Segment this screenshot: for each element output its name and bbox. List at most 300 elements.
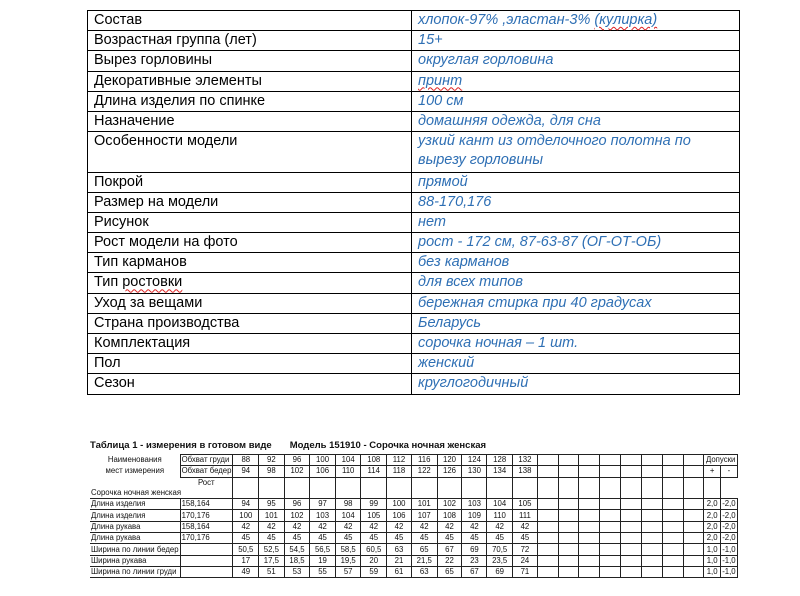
measurement-value: 69 xyxy=(487,566,513,577)
measurement-value: 50,5 xyxy=(233,544,259,555)
measurement-value: 23,5 xyxy=(487,555,513,566)
measurement-cell xyxy=(361,477,387,488)
spec-value: нет xyxy=(412,212,740,232)
measurement-cell xyxy=(537,488,558,499)
hips-size: 106 xyxy=(310,466,336,477)
measurement-cell xyxy=(683,477,704,488)
measurement-value: 45 xyxy=(487,533,513,544)
measurement-cell xyxy=(683,510,704,521)
measurement-cell xyxy=(537,510,558,521)
spec-row xyxy=(88,132,740,172)
measurement-cell xyxy=(437,488,462,499)
measurement-cell xyxy=(310,477,336,488)
measurement-row xyxy=(90,510,738,521)
spec-key: Комплектация xyxy=(88,334,412,354)
spec-row xyxy=(88,51,740,71)
height-label: Рост xyxy=(197,477,215,487)
spec-row xyxy=(88,172,740,192)
measurement-value: 22 xyxy=(437,555,462,566)
measurement-value: 97 xyxy=(310,499,336,510)
chest-size: 116 xyxy=(411,455,437,466)
measurement-value: 23 xyxy=(462,555,487,566)
measurement-cell xyxy=(704,477,721,488)
spec-value: женский xyxy=(412,354,740,374)
spec-key: Особенности модели xyxy=(88,132,412,172)
measurement-cell xyxy=(600,555,621,566)
measurement-value: 42 xyxy=(361,521,387,532)
measurement-cell xyxy=(720,488,737,499)
tolerance-plus-value: 1,0 xyxy=(704,566,721,577)
measurement-cell xyxy=(704,488,721,499)
measurement-value: 61 xyxy=(387,566,412,577)
measurement-value: 49 xyxy=(233,566,259,577)
measurement-cell xyxy=(600,488,621,499)
measurement-height xyxy=(180,544,233,555)
spec-value: без карманов xyxy=(412,253,740,273)
spec-row xyxy=(88,192,740,212)
measurement-cell xyxy=(621,510,642,521)
measurement-value: 107 xyxy=(411,510,437,521)
measurement-value: 59 xyxy=(361,566,387,577)
hips-size: 122 xyxy=(411,466,437,477)
measurement-cell xyxy=(233,488,259,499)
measurement-cell xyxy=(683,544,704,555)
measurement-value: 109 xyxy=(462,510,487,521)
tolerance-plus-value: 1,0 xyxy=(704,544,721,555)
measurement-cell xyxy=(662,566,683,577)
hips-size: 110 xyxy=(335,466,361,477)
measurement-cell xyxy=(558,477,579,488)
measurement-cell xyxy=(579,477,600,488)
measurement-cell xyxy=(462,488,487,499)
measurement-value: 18,5 xyxy=(284,555,310,566)
measurement-cell xyxy=(558,488,579,499)
measurement-row xyxy=(90,521,738,532)
measurement-cell xyxy=(662,544,683,555)
chest-size: 120 xyxy=(437,455,462,466)
measurement-value: 42 xyxy=(411,521,437,532)
measurement-value: 95 xyxy=(259,499,285,510)
measurement-cell xyxy=(537,533,558,544)
measurement-cell xyxy=(537,499,558,510)
spec-value: узкий кант из отделочного полотна по вырезу горловины xyxy=(412,132,740,172)
measurement-cell xyxy=(462,477,487,488)
column-header-name: мест измерения xyxy=(105,466,165,476)
measurement-value: 63 xyxy=(411,566,437,577)
spec-value: 88-170,176 xyxy=(412,192,740,212)
spec-row xyxy=(88,313,740,333)
measurement-value: 101 xyxy=(259,510,285,521)
hips-size: 138 xyxy=(512,466,537,477)
measurement-value: 45 xyxy=(411,533,437,544)
measurement-value: 67 xyxy=(437,544,462,555)
measurement-value: 72 xyxy=(512,544,537,555)
measurement-value: 103 xyxy=(310,510,336,521)
measurement-cell xyxy=(683,533,704,544)
tolerance-header: Допуски xyxy=(704,455,738,466)
measurement-cell xyxy=(335,477,361,488)
spec-key: Рисунок xyxy=(88,212,412,232)
measurement-cell xyxy=(537,544,558,555)
spec-row xyxy=(88,334,740,354)
measurement-header-row xyxy=(90,466,738,477)
measurement-cell xyxy=(600,499,621,510)
measurement-value: 45 xyxy=(462,533,487,544)
measurement-height: 158,164 xyxy=(180,499,233,510)
hips-size: 94 xyxy=(233,466,259,477)
spec-value xyxy=(412,71,740,91)
measurement-cell xyxy=(720,477,737,488)
spec-key xyxy=(88,273,412,293)
measurement-cell xyxy=(579,488,600,499)
measurement-cell xyxy=(558,521,579,532)
measurement-name: Ширина по линии бедер xyxy=(91,544,179,554)
measurement-cell xyxy=(387,488,412,499)
measurement-value: 101 xyxy=(411,499,437,510)
measurement-value: 65 xyxy=(437,566,462,577)
spec-row xyxy=(88,253,740,273)
measurement-value: 42 xyxy=(310,521,336,532)
spec-value: 15+ xyxy=(412,31,740,51)
measurement-cell xyxy=(621,455,642,466)
tolerance-plus-value: 2,0 xyxy=(704,510,721,521)
tolerance-minus: - xyxy=(720,466,737,477)
measurement-value: 57 xyxy=(335,566,361,577)
spec-value xyxy=(412,11,740,31)
measurement-cell xyxy=(683,466,704,477)
chest-size: 132 xyxy=(512,455,537,466)
hips-label: Обхват бедер xyxy=(181,466,232,476)
tolerance-minus-value: -2,0 xyxy=(722,499,736,509)
chest-size: 108 xyxy=(361,455,387,466)
measurement-table-title xyxy=(90,440,486,451)
measurement-cell xyxy=(537,521,558,532)
measurement-value: 17 xyxy=(233,555,259,566)
measurement-value: 42 xyxy=(259,521,285,532)
spec-key: Сезон xyxy=(88,374,412,394)
measurement-cell xyxy=(259,477,285,488)
measurement-cell xyxy=(579,566,600,577)
spec-key: Пол xyxy=(88,354,412,374)
measurement-cell xyxy=(558,510,579,521)
measurement-height: 170,176 xyxy=(180,510,233,521)
measurement-cell xyxy=(641,533,662,544)
measurement-cell xyxy=(641,555,662,566)
measurement-cell xyxy=(600,455,621,466)
measurement-cell xyxy=(437,477,462,488)
measurement-cell xyxy=(558,555,579,566)
measurement-cell xyxy=(641,455,662,466)
measurement-cell xyxy=(284,477,310,488)
measurement-value: 42 xyxy=(335,521,361,532)
chest-size: 96 xyxy=(284,455,310,466)
measurement-value: 42 xyxy=(462,521,487,532)
spec-key: Уход за вещами xyxy=(88,293,412,313)
measurement-cell xyxy=(90,477,180,488)
measurement-value: 56,5 xyxy=(310,544,336,555)
measurement-value: 42 xyxy=(437,521,462,532)
measurement-cell xyxy=(600,533,621,544)
spec-key: Рост модели на фото xyxy=(88,233,412,253)
measurement-value: 19,5 xyxy=(335,555,361,566)
hips-size: 98 xyxy=(259,466,285,477)
measurement-cell xyxy=(411,477,437,488)
measurement-cell xyxy=(641,521,662,532)
measurement-value: 71 xyxy=(512,566,537,577)
tolerance-minus-value: -2,0 xyxy=(722,510,736,520)
measurement-value: 69 xyxy=(462,544,487,555)
measurement-cell xyxy=(512,477,537,488)
measurement-cell xyxy=(558,544,579,555)
measurement-cell xyxy=(600,544,621,555)
tolerance-plus-value: 2,0 xyxy=(704,521,721,532)
measurement-value: 45 xyxy=(233,533,259,544)
measurement-height xyxy=(180,555,233,566)
measurement-cell xyxy=(662,555,683,566)
measurement-value: 108 xyxy=(437,510,462,521)
measurement-name: Длина изделия xyxy=(90,510,180,521)
measurement-cell xyxy=(621,477,642,488)
spec-row xyxy=(88,354,740,374)
measurement-value: 58,5 xyxy=(335,544,361,555)
measurement-value: 103 xyxy=(462,499,487,510)
measurement-cell xyxy=(600,510,621,521)
measurement-cell xyxy=(641,488,662,499)
spec-value: бережная стирка при 40 градусах xyxy=(412,293,740,313)
measurement-cell xyxy=(683,566,704,577)
measurement-name: Длина рукава xyxy=(90,521,180,532)
measurement-cell xyxy=(621,566,642,577)
measurement-cell xyxy=(683,488,704,499)
measurement-cell xyxy=(662,488,683,499)
chest-size: 100 xyxy=(310,455,336,466)
tolerance-minus-value: -1,0 xyxy=(722,555,736,565)
measurement-value: 45 xyxy=(310,533,336,544)
hips-size: 114 xyxy=(361,466,387,477)
tolerance-minus-value: -2,0 xyxy=(722,533,736,543)
measurement-value: 42 xyxy=(512,521,537,532)
measurement-value: 96 xyxy=(284,499,310,510)
tolerance-plus-value: 2,0 xyxy=(704,533,721,544)
measurement-cell xyxy=(641,566,662,577)
measurement-cell xyxy=(621,544,642,555)
measurement-height: 170,176 xyxy=(180,533,233,544)
spell-marked-word: (кулирка) xyxy=(594,12,658,28)
measurement-cell xyxy=(558,499,579,510)
spec-value: рост - 172 см, 87-63-87 (ОГ-ОТ-ОБ) xyxy=(412,233,740,253)
spec-value: сорочка ночная – 1 шт. xyxy=(412,334,740,354)
measurement-cell xyxy=(579,455,600,466)
measurement-cell xyxy=(284,488,310,499)
measurement-value: 42 xyxy=(487,521,513,532)
measurement-value: 42 xyxy=(233,521,259,532)
measurement-cell xyxy=(579,466,600,477)
measurement-cell xyxy=(662,510,683,521)
measurement-cell xyxy=(579,555,600,566)
measurement-cell xyxy=(683,499,704,510)
tolerance-minus-value: -1,0 xyxy=(722,567,736,577)
measurement-cell xyxy=(558,455,579,466)
spec-row xyxy=(88,111,740,131)
measurement-value: 94 xyxy=(233,499,259,510)
spec-key: Размер на модели xyxy=(88,192,412,212)
measurement-cell xyxy=(579,521,600,532)
spell-marked-text: принт xyxy=(418,72,463,89)
measurement-value: 45 xyxy=(335,533,361,544)
spec-row xyxy=(88,212,740,232)
measurement-value: 106 xyxy=(387,510,412,521)
spec-key: Страна производства xyxy=(88,313,412,333)
measurement-value: 42 xyxy=(284,521,310,532)
measurement-value: 99 xyxy=(361,499,387,510)
measurement-cell xyxy=(621,521,642,532)
measurement-model: Модель 151910 - Сорочка ночная женская xyxy=(289,440,487,451)
measurement-value: 51 xyxy=(259,566,285,577)
spell-marked-text: для всех типов xyxy=(418,274,523,291)
spec-row xyxy=(88,374,740,394)
measurement-value: 20 xyxy=(361,555,387,566)
spec-key: Длина изделия по спинке xyxy=(88,91,412,111)
spec-value xyxy=(412,273,740,293)
measurement-cell xyxy=(579,544,600,555)
measurement-value: 100 xyxy=(387,499,412,510)
measurement-value: 45 xyxy=(387,533,412,544)
measurement-value: 98 xyxy=(335,499,361,510)
hips-size: 102 xyxy=(284,466,310,477)
measurement-cell xyxy=(662,521,683,532)
measurement-value: 21,5 xyxy=(411,555,437,566)
measurement-cell xyxy=(487,477,513,488)
spec-value: Беларусь xyxy=(412,313,740,333)
measurement-cell xyxy=(641,510,662,521)
measurement-value: 67 xyxy=(462,566,487,577)
measurement-cell xyxy=(600,477,621,488)
measurement-cell xyxy=(558,466,579,477)
measurement-cell xyxy=(558,566,579,577)
spec-row xyxy=(88,71,740,91)
measurement-row xyxy=(90,566,738,577)
spec-key: Покрой xyxy=(88,172,412,192)
measurement-value: 65 xyxy=(411,544,437,555)
measurement-value: 45 xyxy=(259,533,285,544)
spec-row xyxy=(88,31,740,51)
spec-value: прямой xyxy=(412,172,740,192)
column-header-name: Наименования xyxy=(107,455,162,465)
measurement-cell xyxy=(662,455,683,466)
measurement-cell xyxy=(662,499,683,510)
measurement-row xyxy=(90,533,738,544)
chest-size: 128 xyxy=(487,455,513,466)
measurement-height-row xyxy=(90,477,738,488)
spec-key: Назначение xyxy=(88,111,412,131)
tolerance-minus-value: -1,0 xyxy=(722,544,736,554)
measurement-cell xyxy=(600,566,621,577)
measurement-value: 105 xyxy=(361,510,387,521)
hips-size: 118 xyxy=(387,466,412,477)
measurement-value: 45 xyxy=(361,533,387,544)
spec-value: домашняя одежда, для сна xyxy=(412,111,740,131)
measurement-title: Таблица 1 - измерения в готовом виде xyxy=(90,440,272,451)
measurement-table xyxy=(90,454,738,578)
measurement-cell xyxy=(259,488,285,499)
chest-label: Обхват груди xyxy=(180,455,233,466)
measurement-cell xyxy=(579,510,600,521)
measurement-value: 105 xyxy=(512,499,537,510)
measurement-value: 52,5 xyxy=(259,544,285,555)
measurement-cell xyxy=(641,466,662,477)
measurement-value: 42 xyxy=(387,521,412,532)
hips-size: 130 xyxy=(462,466,487,477)
measurement-row xyxy=(90,499,738,510)
measurement-row xyxy=(90,555,738,566)
tolerance-minus-value: -2,0 xyxy=(722,521,736,531)
measurement-cell xyxy=(537,555,558,566)
spec-row xyxy=(88,273,740,293)
measurement-row xyxy=(90,544,738,555)
measurement-cell xyxy=(233,477,259,488)
measurement-value: 104 xyxy=(487,499,513,510)
tolerance-plus-value: 2,0 xyxy=(704,499,721,510)
measurement-value: 45 xyxy=(284,533,310,544)
hips-size: 126 xyxy=(437,466,462,477)
measurement-value: 63 xyxy=(387,544,412,555)
measurement-cell xyxy=(662,466,683,477)
measurement-cell xyxy=(579,533,600,544)
measurement-name: Ширина по линии груди xyxy=(90,566,180,577)
spec-row xyxy=(88,91,740,111)
chest-size: 92 xyxy=(259,455,285,466)
measurement-cell xyxy=(537,466,558,477)
measurement-value: 104 xyxy=(335,510,361,521)
measurement-table-image xyxy=(88,436,738,596)
measurement-cell xyxy=(600,521,621,532)
hips-size: 134 xyxy=(487,466,513,477)
measurement-cell xyxy=(558,533,579,544)
spec-row xyxy=(88,293,740,313)
spec-key-text: Тип ростовки xyxy=(94,274,183,291)
measurement-value: 24 xyxy=(512,555,537,566)
measurement-cell xyxy=(411,488,437,499)
spec-key: Состав xyxy=(88,11,412,31)
measurement-cell xyxy=(361,488,387,499)
measurement-name: Длина изделия xyxy=(90,499,180,510)
measurement-value: 102 xyxy=(284,510,310,521)
spec-row xyxy=(88,11,740,31)
section-label: Сорочка ночная женская xyxy=(90,488,233,499)
spec-key: Декоративные элементы xyxy=(88,71,412,91)
measurement-cell xyxy=(487,488,513,499)
spec-row xyxy=(88,233,740,253)
measurement-cell xyxy=(579,499,600,510)
spec-key: Тип карманов xyxy=(88,253,412,273)
measurement-cell xyxy=(683,455,704,466)
measurement-height: 158,164 xyxy=(180,521,233,532)
spec-value: круглогодичный xyxy=(412,374,740,394)
measurement-cell xyxy=(537,455,558,466)
measurement-cell xyxy=(537,477,558,488)
chest-size: 104 xyxy=(335,455,361,466)
measurement-height xyxy=(180,566,233,577)
measurement-cell xyxy=(662,477,683,488)
measurement-value: 19 xyxy=(310,555,336,566)
measurement-value: 102 xyxy=(437,499,462,510)
spec-key: Вырез горловины xyxy=(88,51,412,71)
spec-value: округлая горловина xyxy=(412,51,740,71)
chest-size: 112 xyxy=(387,455,412,466)
measurement-cell xyxy=(335,488,361,499)
measurement-value: 60,5 xyxy=(361,544,387,555)
measurement-value: 100 xyxy=(233,510,259,521)
